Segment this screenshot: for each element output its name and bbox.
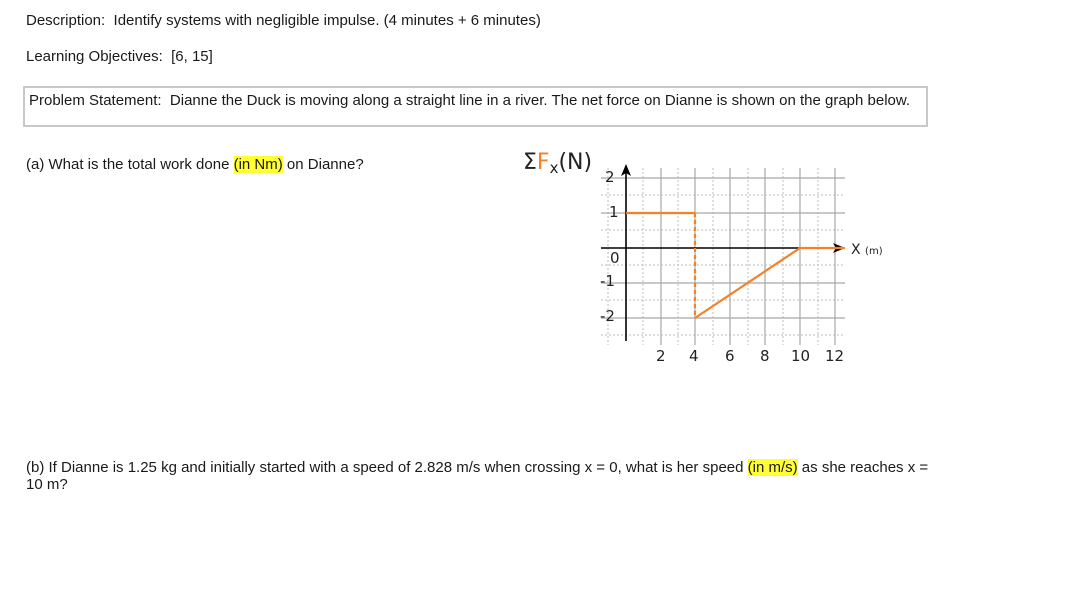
x-tick-8: 8 — [760, 347, 770, 365]
axes — [601, 172, 838, 341]
problem-statement-box — [23, 86, 928, 127]
force-curve — [626, 213, 845, 318]
question-a — [26, 156, 364, 173]
problem-statement — [29, 92, 924, 109]
force-symbol: F — [536, 150, 550, 175]
learning-objectives-line — [26, 48, 213, 65]
learning-objectives-label: Learning Objectives: — [26, 48, 163, 65]
question-a-text: (a) What is the total work done — [26, 156, 234, 173]
sigma-symbol: Σ — [523, 150, 537, 175]
y-unit: (N) — [558, 150, 593, 175]
x-tick-4: 4 — [689, 347, 699, 365]
question-b-unit-highlight: (in m/s) — [747, 459, 798, 476]
problem-statement-text: Dianne the Duck is moving along a straight line in a river. The net force on Dianne is shown on the graph below. — [169, 92, 911, 109]
y-axis-label — [523, 150, 592, 181]
y-axis-arrow-icon — [621, 164, 631, 176]
problem-statement-label: Problem Statement: — [29, 92, 162, 109]
description-text: Identify systems with negligible impulse. (4 minutes + 6 minutes) — [113, 12, 541, 29]
major-grid — [601, 168, 845, 345]
y-tick-neg2: -2 — [600, 307, 615, 325]
y-tick-1: 1 — [609, 203, 619, 221]
x-tick-10: 10 — [791, 347, 811, 365]
y-tick-neg1: -1 — [600, 272, 615, 290]
question-b — [26, 459, 946, 493]
question-a-suffix: on Dianne? — [282, 156, 364, 173]
y-tick-2: 2 — [605, 168, 615, 186]
x-tick-2: 2 — [656, 347, 666, 365]
minor-grid — [601, 168, 845, 345]
x-axis-label — [851, 242, 883, 258]
y-tick-0: 0 — [610, 249, 620, 267]
question-b-text: (b) If Dianne is 1.25 kg and initially started with a speed of 2.828 m/s when crossing x = 0, what is her speed — [26, 459, 748, 476]
question-a-unit-highlight: (in Nm) — [233, 156, 283, 173]
description-line — [26, 12, 541, 29]
x-tick-6: 6 — [725, 347, 735, 365]
description-label: Description: — [26, 12, 106, 29]
x-label: X — [851, 242, 861, 258]
subscript-x: x — [549, 159, 559, 177]
x-tick-12: 12 — [825, 347, 845, 365]
x-unit: (m) — [865, 246, 883, 257]
learning-objectives-text: [6, 15] — [171, 48, 213, 65]
question-b-suffix: as she reaches x = 10 m? — [26, 459, 929, 493]
x-axis-arrow-icon — [833, 243, 845, 253]
